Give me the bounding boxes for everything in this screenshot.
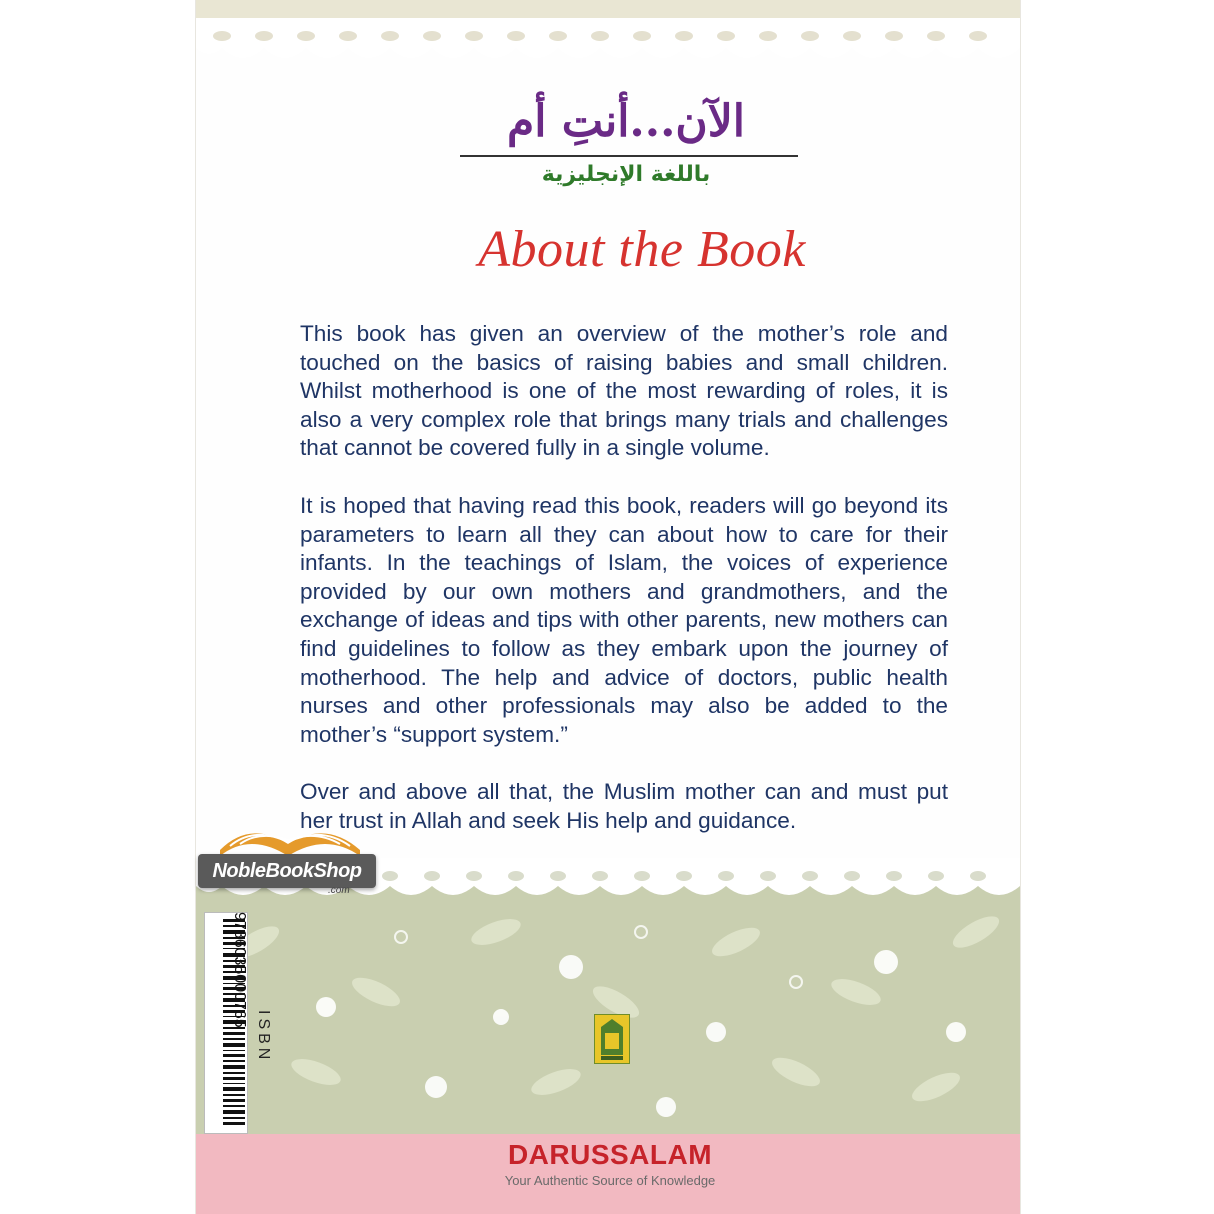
isbn-label: ISBN (255, 1010, 272, 1064)
paragraph-3: Over and above all that, the Muslim mother can and must put her trust in Allah and seek His help and guidance. (300, 779, 948, 833)
publisher-name: DARUSSALAM (507, 1139, 713, 1170)
about-heading: About the Book (478, 221, 806, 278)
description-text (300, 320, 948, 865)
open-book-icon (210, 810, 370, 860)
darussalam-logo-icon (594, 1014, 630, 1064)
paragraph-1: This book has given an overview of the mother’s role and touched on the basics of raising babies and small children. Whilst motherhood is one of the most rewarding of roles, it is also a very complex role that brings many trials and challenges that cannot be covered fully in a single volume. (300, 321, 948, 461)
title-divider (460, 155, 798, 157)
top-lace-border (196, 18, 1020, 78)
publisher-tagline: Your Authentic Source of Knowledge (504, 1173, 716, 1188)
barcode-number: 9786035000765 (231, 912, 248, 1028)
arabic-title: الآن...أنتِ أم (506, 96, 746, 147)
book-back-cover (196, 0, 1020, 1214)
noblebookshop-watermark (196, 810, 396, 900)
paragraph-2: It is hoped that having read this book, readers will go beyond its parameters to learn all they can about how to care for their infants. In the teachings of Islam, the voices of experience provided by our own mothers and grandmothers, and the exchange of ideas and tips with other parents, new mothers can find guidelines to follow as they embark upon the journey of motherhood. The help and advice of doctors, public health nurses and other professionals may also be added to the mother’s “support system.” (300, 492, 948, 747)
watermark-suffix: .com (328, 885, 350, 896)
watermark-name: NobleBookShop (212, 860, 362, 882)
arabic-subtitle: باللغة الإنجليزية (541, 162, 711, 187)
